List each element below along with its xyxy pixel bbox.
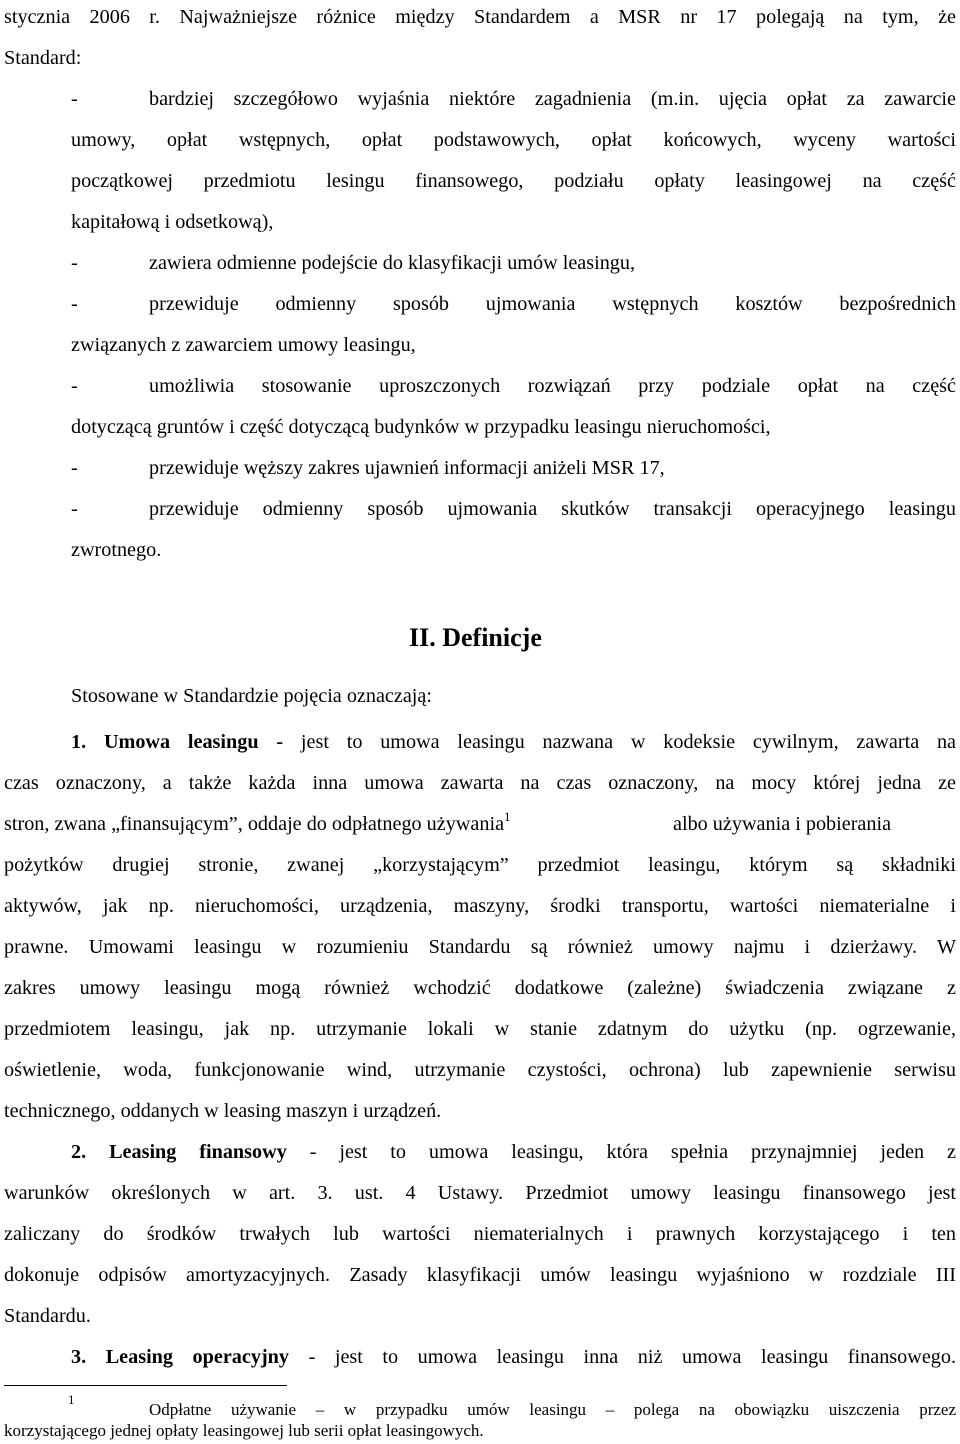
definition-first-line <box>71 1345 956 1369</box>
list-item: przewiduje odmienny sposób ujmowania wstępnych kosztów bezpośrednich <box>149 293 956 315</box>
definition-line: Standardu. <box>4 1305 91 1327</box>
definition-text: jest to umowa leasingu nazwana w kodeksie cywilnym, zawarta na <box>300 731 957 753</box>
list-item-continuation: zwrotnego. <box>71 539 162 561</box>
list-bullet: - <box>71 457 78 479</box>
definition-line: technicznego, oddanych w leasing maszyn i urządzeń. <box>4 1100 442 1122</box>
definition-number: 2. <box>71 1141 87 1163</box>
definition-line <box>4 809 511 836</box>
footnote-reference[interactable]: 1 <box>504 809 511 824</box>
definition-line: pożytków drugiej stronie, zwanej „korzystającym” przedmiot leasingu, którym są składniki <box>4 854 956 876</box>
definition-line: czas oznaczony, a także każda inna umowa zawarta na czas oznaczony, na mocy której jedna ze <box>4 772 956 794</box>
footnote-separator <box>4 1385 287 1386</box>
definition-number: 1. <box>71 731 87 753</box>
list-item-continuation: początkowej przedmiotu lesingu finansowego, podziału opłaty leasingowej na część <box>71 170 956 192</box>
definition-line: albo używania i pobierania <box>673 813 892 835</box>
list-bullet: - <box>71 88 78 110</box>
list-bullet: - <box>71 293 78 315</box>
section-heading: II. Definicje <box>409 623 542 652</box>
section-lead: Stosowane w Standardzie pojęcia oznaczają: <box>71 685 432 707</box>
footnote-number: 1 <box>68 1392 75 1407</box>
definition-text: - jest to umowa leasingu, która spełnia przynajmniej jeden z <box>309 1141 957 1163</box>
list-item-continuation: dotyczącą gruntów i część dotyczącą budynków w przypadku leasingu nieruchomości, <box>71 416 771 438</box>
list-item: zawiera odmienne podejście do klasyfikacji umów leasingu, <box>149 252 636 274</box>
definition-line: warunków określonych w art. 3. ust. 4 Ustawy. Przedmiot umowy leasingu finansowego jest <box>4 1182 956 1204</box>
list-item-continuation: związanych z zawarciem umowy leasingu, <box>71 334 416 356</box>
list-item: przewiduje odmienny sposób ujmowania skutków transakcji operacyjnego leasingu <box>149 498 956 520</box>
definition-first-line <box>71 730 956 754</box>
definition-line: prawne. Umowami leasingu w rozumieniu Standardu są również umowy najmu i dzierżawy. W <box>4 936 956 958</box>
list-bullet: - <box>71 498 78 520</box>
definition-term: Leasing operacyjny <box>105 1346 289 1368</box>
list-item-continuation: umowy, opłat wstępnych, opłat podstawowych, opłat końcowych, wyceny wartości <box>71 129 956 151</box>
definition-line: dokonuje odpisów amortyzacyjnych. Zasady klasyfikacji umów leasingu wyjaśniono w rozdziale III <box>4 1264 956 1286</box>
list-bullet: - <box>71 375 78 397</box>
list-item: przewiduje węższy zakres ujawnień informacji aniżeli MSR 17, <box>149 457 665 479</box>
definition-term: Leasing finansowy <box>109 1141 287 1163</box>
definition-term: Umowa leasingu - <box>103 731 284 753</box>
definition-line: zaliczany do środków trwałych lub wartości niematerialnych i prawnych korzystającego i ten <box>4 1223 956 1245</box>
definition-line: zakres umowy leasingu mogą również wchodzić dodatkowe (zależne) świadczenia związane z <box>4 977 956 999</box>
intro-line: Standard: <box>4 47 82 69</box>
definition-line: oświetlenie, woda, funkcjonowanie wind, utrzymanie czystości, ochrona) lub zapewnienie serwisu <box>4 1059 956 1081</box>
definition-line: przedmiotem leasingu, jak np. utrzymanie lokali w stanie zdatnym do użytku (np. ogrzewanie, <box>4 1018 956 1040</box>
footnote-text: korzystającego jednej opłaty leasingowej lub serii opłat leasingowych. <box>4 1421 484 1440</box>
intro-line: stycznia 2006 r. Najważniejsze różnice między Standardem a MSR nr 17 polegają na tym, że <box>4 6 956 28</box>
list-bullet: - <box>71 252 78 274</box>
footnote-text: Odpłatne używanie – w przypadku umów leasingu – polega na obowiązku uiszczenia przez <box>149 1400 956 1419</box>
list-item: bardziej szczegółowo wyjaśnia niektóre zagadnienia (m.in. ujęcia opłat za zawarcie <box>149 88 956 110</box>
definition-text: stron, zwana „finansującym”, oddaje do odpłatnego używania <box>4 813 505 835</box>
definition-first-line <box>71 1140 956 1164</box>
definition-number: 3. <box>71 1346 87 1368</box>
definition-text: - jest to umowa leasingu inna niż umowa leasingu finansowego. <box>308 1346 957 1368</box>
definition-line: aktywów, jak np. nieruchomości, urządzenia, maszyny, środki transportu, wartości niematerialne i <box>4 895 956 917</box>
list-item: umożliwia stosowanie uproszczonych rozwiązań przy podziale opłat na część <box>149 375 956 397</box>
list-item-continuation: kapitałową i odsetkową), <box>71 211 274 233</box>
